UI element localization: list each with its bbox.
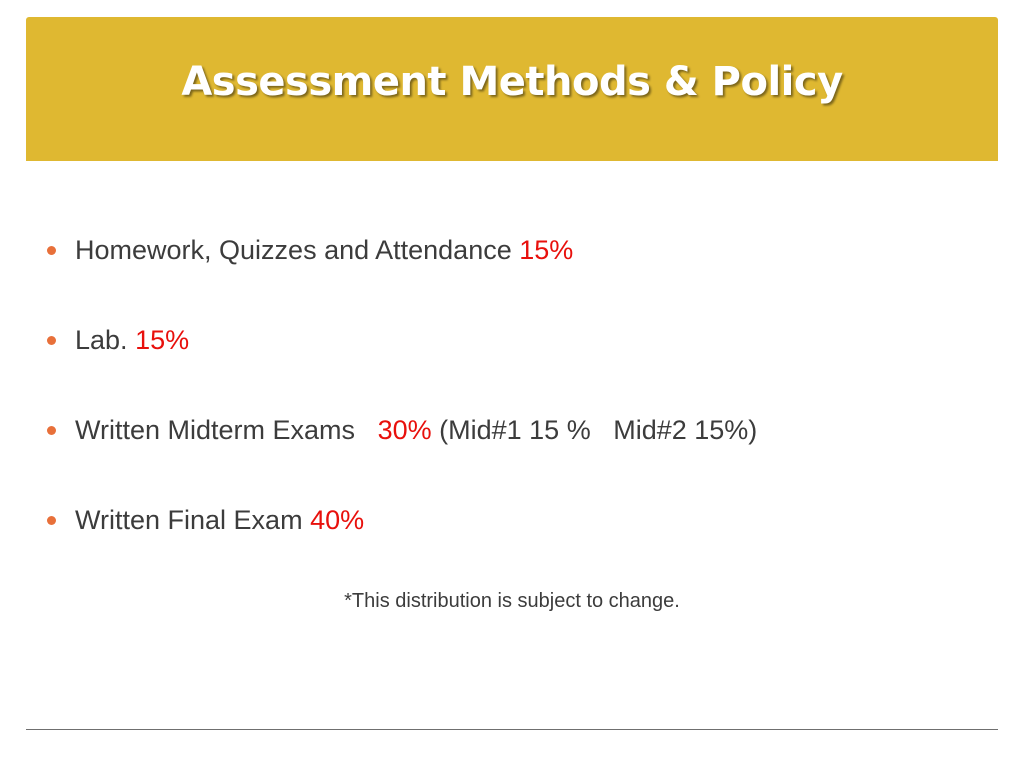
- item-detail: (Mid#1 15 % Mid#2 15%): [439, 414, 758, 445]
- item-label: Written Midterm Exams: [75, 414, 356, 445]
- bullet-icon: [47, 336, 56, 345]
- item-percent: 15%: [135, 324, 190, 355]
- item-label: Homework, Quizzes and Attendance: [75, 234, 512, 265]
- list-item-final: [47, 500, 364, 540]
- list-item-midterm: [47, 410, 757, 450]
- item-label: Written Final Exam: [75, 504, 303, 535]
- distribution-note: *This distribution is subject to change.: [344, 590, 680, 612]
- list-item-homework: [47, 230, 573, 270]
- item-percent: 15%: [519, 234, 574, 265]
- bullet-icon: [47, 426, 56, 435]
- bullet-icon: [47, 246, 56, 255]
- footer-divider: [26, 729, 998, 730]
- bullet-icon: [47, 516, 56, 525]
- list-item-lab: [47, 320, 189, 360]
- item-label: Lab.: [75, 324, 128, 355]
- item-percent: 30%: [377, 414, 432, 445]
- slide-title: Assessment Methods & Policy: [181, 59, 843, 105]
- item-percent: 40%: [310, 504, 365, 535]
